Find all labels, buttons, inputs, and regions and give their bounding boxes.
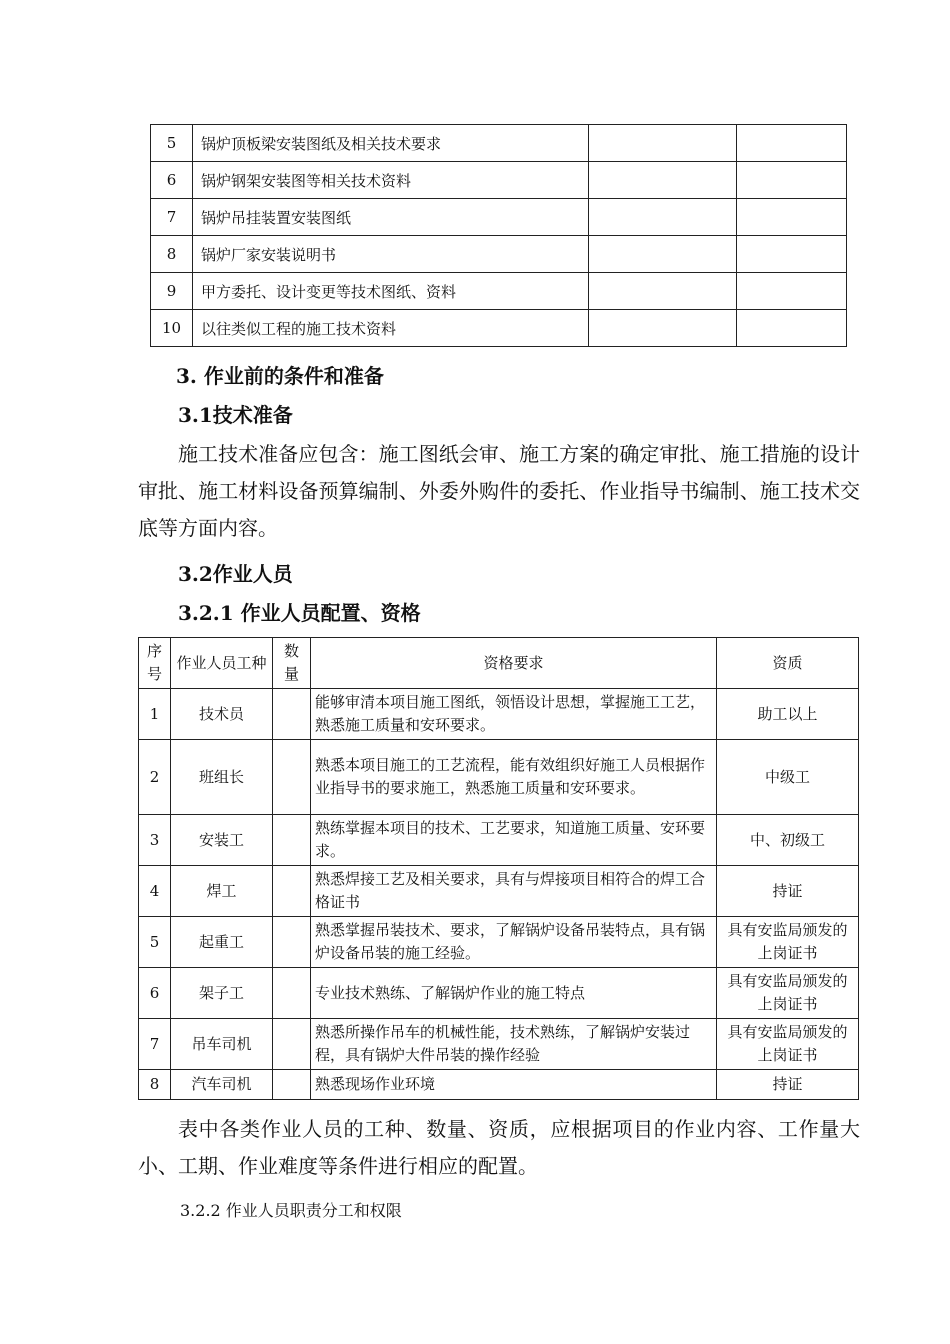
table-row [139,1070,859,1100]
table-row [139,866,859,917]
cell-requirements: 熟悉本项目施工的工艺流程，能有效组织好施工人员根据作业指导书的要求施工，熟悉施工质量和安环要求。 [311,740,717,815]
cell-no: 3 [139,815,171,866]
document-table [150,124,847,347]
table-header-row [139,638,859,689]
cell-requirements: 熟悉焊接工艺及相关要求，具有与焊接项目相符合的焊工合格证书 [311,866,717,917]
empty-cell [737,162,847,199]
empty-cell [737,199,847,236]
table-row [139,917,859,968]
empty-cell [589,310,737,347]
cell-no: 1 [139,689,171,740]
section-heading-3-1: 3.1技术准备 [178,403,293,427]
cell-qualification: 具有安监局颁发的上岗证书 [717,968,859,1019]
section-heading-3-2-1: 3.2.1 作业人员配置、资格 [178,601,421,625]
cell-qualification: 中级工 [717,740,859,815]
cell-qualification: 助工以上 [717,689,859,740]
empty-cell [589,162,737,199]
cell-type: 技术员 [171,689,273,740]
cell-qualification: 中、初级工 [717,815,859,866]
cell-count [273,689,311,740]
header-requirements: 资格要求 [311,638,717,689]
table-row [139,968,859,1019]
cell-type: 架子工 [171,968,273,1019]
cell-requirements: 熟悉现场作业环境 [311,1070,717,1100]
cell-count [273,740,311,815]
document-name: 锅炉厂家安装说明书 [193,236,589,273]
header-count: 数量 [273,638,311,689]
document-name: 锅炉顶板梁安装图纸及相关技术要求 [193,125,589,162]
empty-cell [589,125,737,162]
cell-no: 8 [139,1070,171,1100]
table-row [139,815,859,866]
table-row [139,689,859,740]
document-name: 甲方委托、设计变更等技术图纸、资料 [193,273,589,310]
document-name: 锅炉吊挂装置安装图纸 [193,199,589,236]
cell-type: 吊车司机 [171,1019,273,1070]
cell-no: 5 [139,917,171,968]
cell-qualification: 持证 [717,866,859,917]
section-heading-3: 3. 作业前的条件和准备 [176,364,384,388]
empty-cell [737,273,847,310]
section-heading-3-2: 3.2作业人员 [178,562,293,586]
empty-cell [589,273,737,310]
cell-type: 焊工 [171,866,273,917]
cell-no: 4 [139,866,171,917]
empty-cell [589,236,737,273]
cell-requirements: 能够审清本项目施工图纸，领悟设计思想，掌握施工工艺，熟悉施工质量和安环要求。 [311,689,717,740]
cell-type: 班组长 [171,740,273,815]
cell-qualification: 具有安监局颁发的上岗证书 [717,917,859,968]
empty-cell [589,199,737,236]
cell-requirements: 熟悉掌握吊装技术、要求，了解锅炉设备吊装特点，具有锅炉设备吊装的施工经验。 [311,917,717,968]
table-row [151,125,847,162]
table-row [151,310,847,347]
document-name: 以往类似工程的施工技术资料 [193,310,589,347]
table-row [151,236,847,273]
header-type: 作业人员工种 [171,638,273,689]
cell-type: 安装工 [171,815,273,866]
document-name: 锅炉钢架安装图等相关技术资料 [193,162,589,199]
cell-qualification: 具有安监局颁发的上岗证书 [717,1019,859,1070]
row-number: 7 [151,199,193,236]
cell-requirements: 熟悉所操作吊车的机械性能，技术熟练，了解锅炉安装过程，具有锅炉大件吊装的操作经验 [311,1019,717,1070]
staff-table [138,637,859,1100]
cell-count [273,917,311,968]
row-number: 9 [151,273,193,310]
cell-count [273,815,311,866]
empty-cell [737,125,847,162]
cell-qualification: 持证 [717,1070,859,1100]
cell-count [273,1019,311,1070]
cell-no: 7 [139,1019,171,1070]
header-qualification: 资质 [717,638,859,689]
table-row [139,740,859,815]
empty-cell [737,310,847,347]
empty-cell [737,236,847,273]
header-no: 序号 [139,638,171,689]
cell-type: 汽车司机 [171,1070,273,1100]
cell-count [273,866,311,917]
paragraph-after-table: 表中各类作业人员的工种、数量、资质，应根据项目的作业内容、工作量大小、工期、作业难度等条件进行相应的配置。 [138,1117,860,1178]
row-number: 8 [151,236,193,273]
row-number: 10 [151,310,193,347]
row-number: 6 [151,162,193,199]
section-heading-3-2-2: 3.2.2 作业人员职责分工和权限 [180,1201,402,1220]
cell-requirements: 专业技术熟练、了解锅炉作业的施工特点 [311,968,717,1019]
table-row [151,162,847,199]
cell-requirements: 熟练掌握本项目的技术、工艺要求，知道施工质量、安环要求。 [311,815,717,866]
cell-no: 2 [139,740,171,815]
cell-count [273,1070,311,1100]
cell-count [273,968,311,1019]
paragraph-tech-prep: 施工技术准备应包含：施工图纸会审、施工方案的确定审批、施工措施的设计审批、施工材料设备预算编制、外委外购件的委托、作业指导书编制、施工技术交底等方面内容。 [138,442,860,540]
table-row [139,1019,859,1070]
row-number: 5 [151,125,193,162]
cell-type: 起重工 [171,917,273,968]
table-row [151,273,847,310]
table-row [151,199,847,236]
cell-no: 6 [139,968,171,1019]
